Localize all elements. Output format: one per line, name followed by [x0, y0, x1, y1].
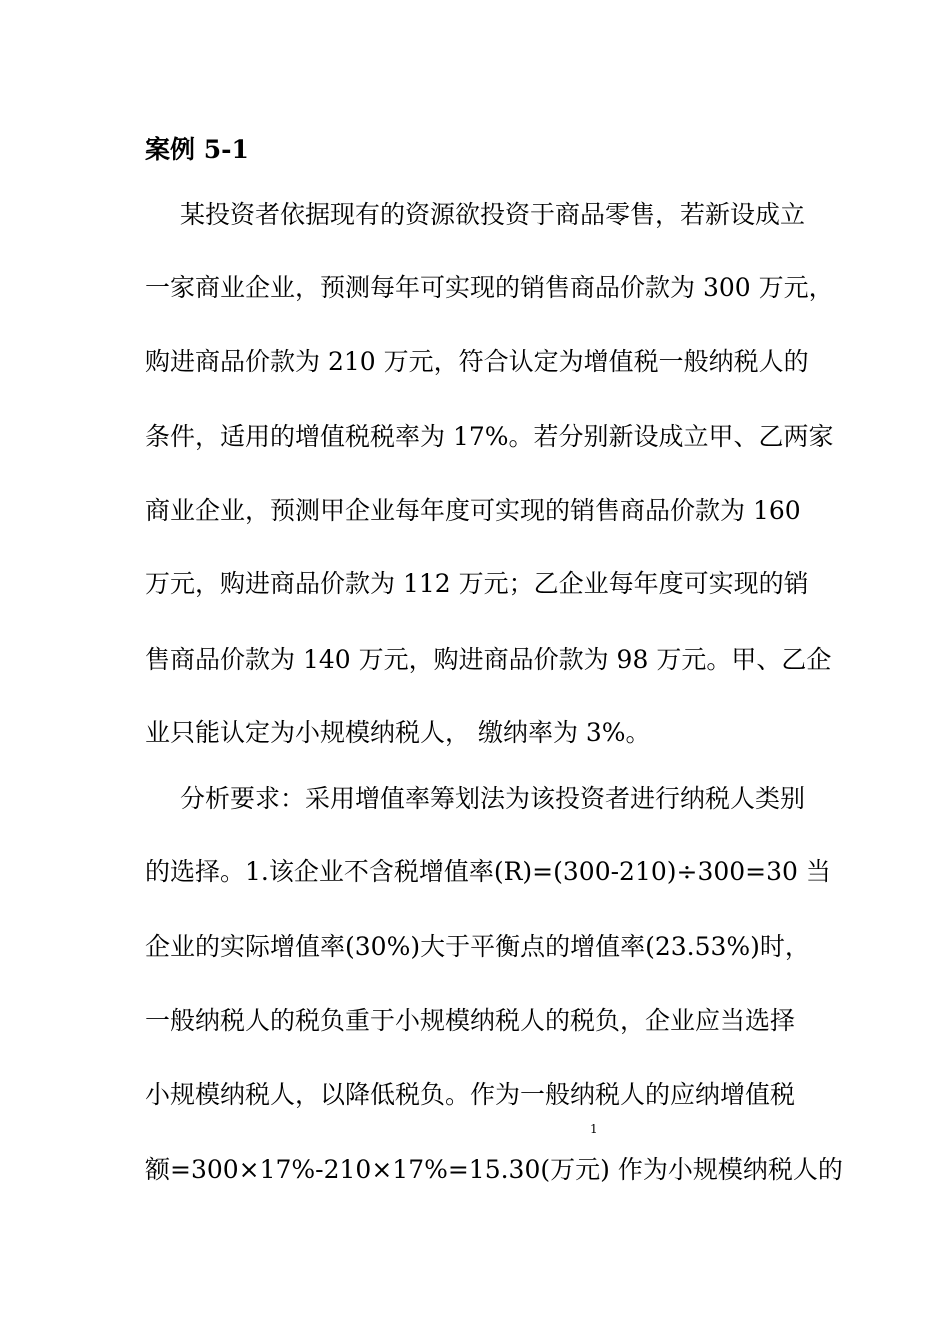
case-title: 案例 5-1: [145, 135, 249, 164]
page-number: 1: [590, 1122, 598, 1136]
analysis-line-4: 一般纳税人的税负重于小规模纳税人的税负，企业应当选择: [145, 1006, 796, 1035]
paragraph-line-7: 售商品价款为 140 万元，购进商品价款为 98 万元。甲、乙企: [145, 645, 832, 674]
analysis-line-3: 企业的实际增值率(30%)大于平衡点的增值率(23.53%)时，: [145, 932, 810, 961]
analysis-line-2: 的选择。1.该企业不含税增值率(R)=(300-210)÷300=30 当: [145, 857, 831, 886]
analysis-line-1: 分析要求：采用增值率筹划法为该投资者进行纳税人类别: [180, 784, 806, 813]
paragraph-line-2: 一家商业企业，预测每年可实现的销售商品价款为 300 万元，: [145, 273, 834, 302]
paragraph-line-6: 万元，购进商品价款为 112 万元；乙企业每年度可实现的销: [145, 569, 809, 598]
paragraph-line-3: 购进商品价款为 210 万元，符合认定为增值税一般纳税人的: [145, 347, 809, 376]
paragraph-line-1: 某投资者依据现有的资源欲投资于商品零售，若新设成立: [180, 200, 806, 229]
paragraph-line-4: 条件，适用的增值税税率为 17%。若分别新设成立甲、乙两家: [145, 422, 834, 451]
paragraph-line-5: 商业企业，预测甲企业每年度可实现的销售商品价款为 160: [145, 496, 801, 525]
analysis-line-6: 额=300×17%-210×17%=15.30(万元) 作为小规模纳税人的: [145, 1155, 843, 1184]
paragraph-line-8: 业只能认定为小规模纳税人， 缴纳率为 3%。: [145, 718, 651, 747]
analysis-line-5: 小规模纳税人，以降低税负。作为一般纳税人的应纳增值税: [145, 1080, 796, 1109]
